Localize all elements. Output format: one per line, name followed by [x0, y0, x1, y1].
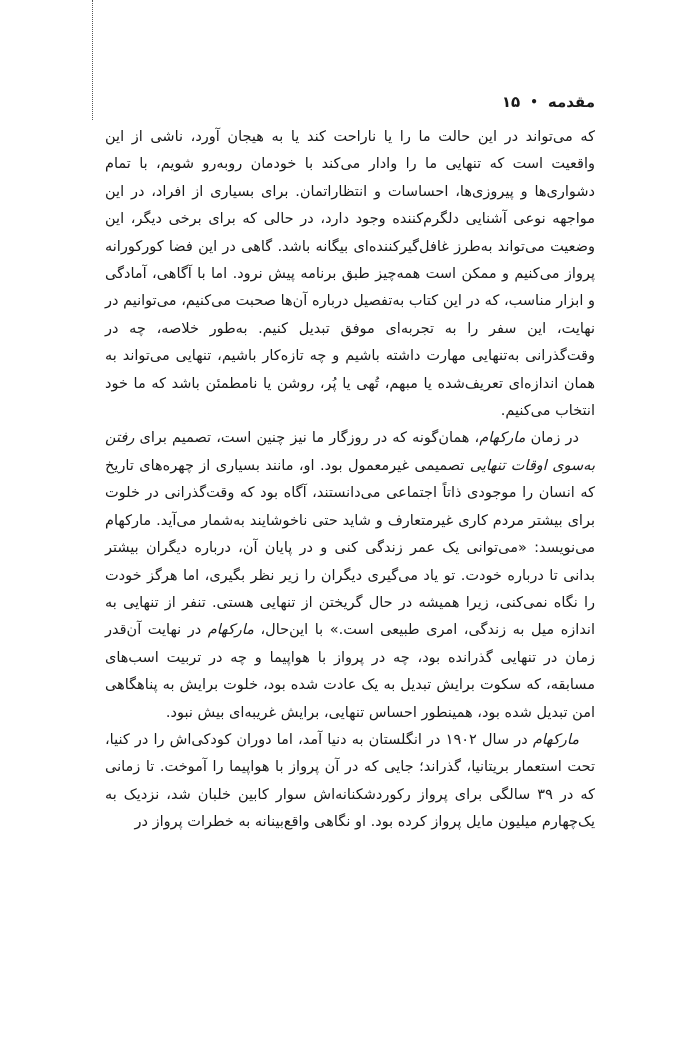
margin-dotted-line — [92, 0, 93, 120]
paragraph-text: در زمان — [525, 430, 579, 447]
italic-name-markham: مارکهام — [207, 622, 254, 639]
italic-name-markham: مارکهام — [532, 731, 579, 748]
paragraph-text: در نهایت آن‌قدر زمان در تنهایی گذرانده بود، چه در پرواز با هواپیما و چه در تربیت اسب‌های مسابقه، که سکوت برایش تبدیل به یک عادت شده بود، خلوت برایش به پناهگاهی امن تبدیل شده بود، همینطور احساس تنهایی، برایش غریبه‌ای بیش نبود. — [105, 622, 595, 721]
page-body — [105, 124, 595, 837]
chapter-title: مقدمه — [547, 93, 595, 111]
paragraph-3 — [105, 727, 595, 837]
italic-book-title: رفتن به‌سوی اوقات تنهایی — [105, 430, 595, 474]
paragraph-text: که می‌تواند در این حالت ما را یا ناراحت کند یا به هیجان آورد، ناشی از این واقعیت است که تنهایی ما را وادار می‌کند با خودمان روبه‌رو شویم، با تمام دشواری‌ها و پیروزی‌ها، احساسات و انتظاراتمان. برای بسیاری از افراد، در این مواجهه نوعی آشنایی دلگرم‌کننده وجود دارد، در حالی که برای برخی دیگر، این وضعیت می‌تواند به‌طرز غافل‌گیرکننده‌ای بیگانه باشد. گاهی در این فضا کورکورانه پرواز می‌کنیم و ممکن است همه‌چیز طبق برنامه پیش نرود. اما با آگاهی، آمادگی و ابزار مناسب، که در این کتاب به‌تفصیل درباره آن‌ها صحبت می‌کنیم، می‌توانیم در نهایت، این سفر را به تجربه‌ای موفق تبدیل کنیم. به‌طور خلاصه، چه در وقت‌گذرانی به‌تنهایی مهارت داشته باشیم و چه تازه‌کار باشیم، تنهایی می‌تواند به همان اندازه‌ای تعریف‌شده یا مبهم، تُهی یا پُر، روشن یا نامطمئن باشد که ما خود انتخاب می‌کنیم. — [105, 129, 595, 420]
paragraph-text: تصمیمی غیرمعمول بود. او، مانند بسیاری از چهره‌های تاریخ که انسان را موجودی ذاتاً اجتماعی می‌دانستند، آگاه بود که وقت‌گذرانی در خلوت برای بیشتر مردم کاری غیرمتعارف و شاید حتی ناخوشایند به‌شمار می‌آید. مارکهام می‌نویسد: «می‌توانی یک عمر زندگی کنی و در پایان آن، درباره دیگران بیشتر بدانی تا درباره خودت. تو یاد می‌گیری دیگران را زیر نظر بگیری، اما هرگز خودت را نگاه نمی‌کنی، زیرا همیشه در حال گریختن از تنهایی هستی. تنفر از تنهایی به اندازه میل به زندگی، امری طبیعی است.» با این‌حال، — [105, 457, 595, 639]
header-separator: • — [530, 95, 538, 109]
paragraph-text: در سال ۱۹۰۲ در انگلستان به دنیا آمد، اما دوران کودکی‌اش را در کنیا، تحت استعمار بریتانیا، گذراند؛ جایی که در آن پرواز با هواپیما را آموخت. تا زمانی که در ۳۹ سالگی برای پرواز رکوردشکنانه‌اش سوار کابین خلبان شد، نزدیک به یک‌چهارم میلیون مایل پرواز کرده بود. او نگاهی واقع‌بینانه به خطرات پرواز در — [105, 731, 595, 831]
italic-name-markham: مارکهام — [479, 430, 526, 447]
paragraph-1 — [105, 124, 595, 425]
paragraph-text: ، همان‌گونه که در روزگار ما نیز چنین است، تصمیم برای — [134, 430, 480, 447]
page-number: ۱۵ — [501, 93, 521, 111]
paragraph-2 — [105, 425, 595, 726]
running-header — [502, 93, 595, 111]
